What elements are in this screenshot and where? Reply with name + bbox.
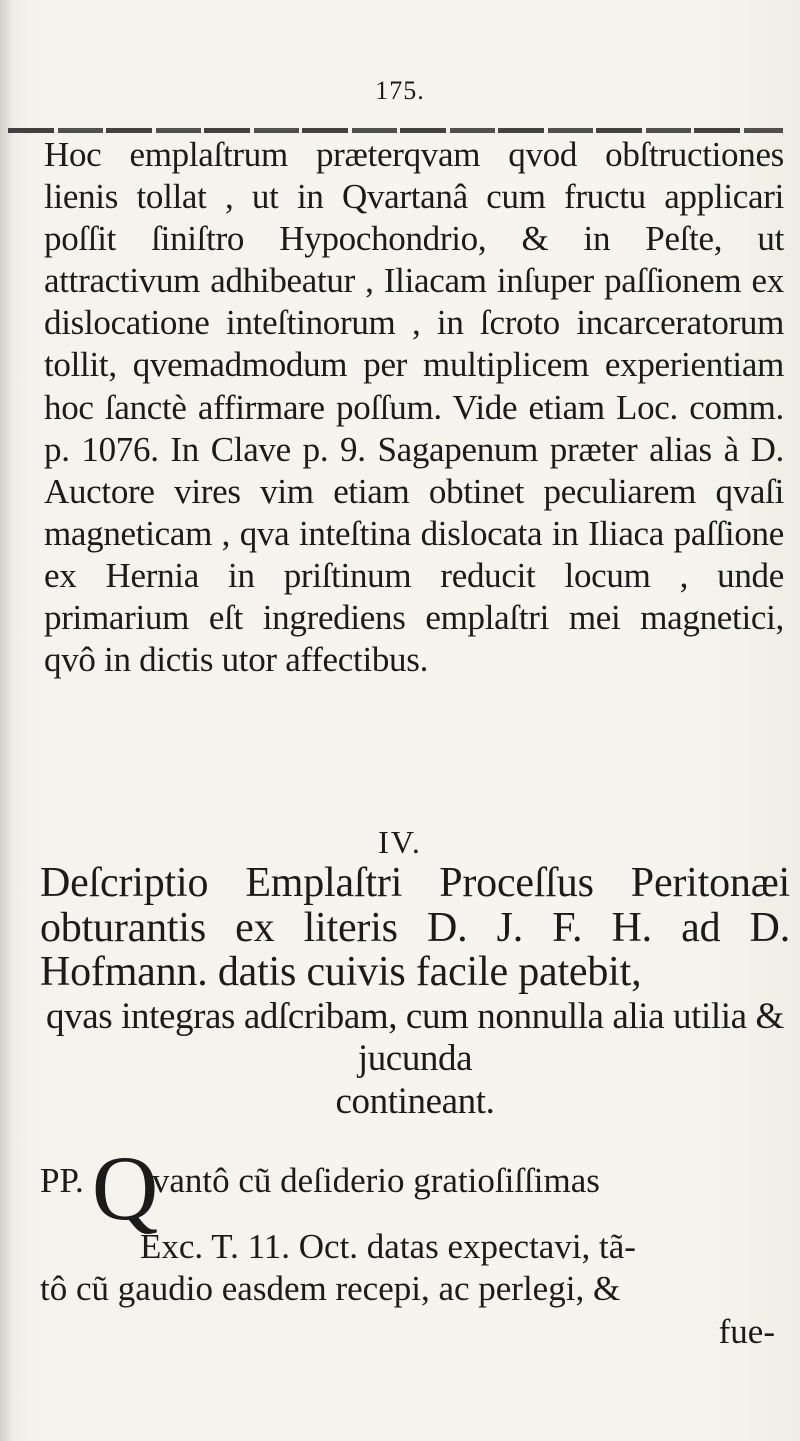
drop-capital: Q xyxy=(91,1137,159,1239)
section-title-continuation: qvas integras adſcribam, cum nonnulla alia utilia & jucunda xyxy=(46,995,784,1079)
section-title-block xyxy=(40,862,790,1123)
letter-line-1 xyxy=(40,1137,785,1239)
letter-line-3: tô cũ gaudio easdem recepi, ac perlegi, & xyxy=(40,1269,621,1309)
section-number: IV. xyxy=(378,824,422,860)
page-number: 175. xyxy=(375,76,425,105)
section-title: Deſcriptio Emplaſtri Proceſſus Peritonæi obturantis ex literis D. J. F. H. ad D. Hofmann. datis cuivis facile patebit, xyxy=(40,860,790,995)
letter-line-2: Exc. T. 11. Oct. datas expectavi, tã- xyxy=(140,1226,636,1266)
letter-salutation: PP. xyxy=(40,1161,84,1200)
letter-text-1: vantô cũ deſiderio gratioſiſſimas xyxy=(151,1161,600,1200)
letter-paragraph xyxy=(40,1137,785,1353)
section-title-final: contineant. xyxy=(335,1080,495,1122)
paragraph-emplastrum: Hoc emplaſtrum præterqvam qvod obſtructiones lienis tollat , ut in Qvartanâ cum fructu applicari poſſit ſiniſtro Hypochondrio, & in Peſte, ut attractivum adhibeatur , Iliacam inſuper paſſionem ex dislocatione inteſtinorum , in ſcroto incarceratorum tollit, qvemadmodum per multiplicem experientiam hoc ſanctè affirmare poſſum. Vide etiam Loc. comm. p. 1076. In Clave p. 9. Sagapenum præter alias à D. Auctore vires vim etiam obtinet peculiarem qvaſi magneticam , qva inteſtina dislocata in Iliaca paſſione ex Hernia in priſtinum reducit locum , unde primarium eſt ingrediens emplaſtri mei magnetici, qvô in dictis utor affectibus. xyxy=(44,135,784,680)
catchword: fue- xyxy=(718,1311,775,1351)
header-rule xyxy=(8,128,783,133)
page-fold-shadow xyxy=(0,0,14,1441)
